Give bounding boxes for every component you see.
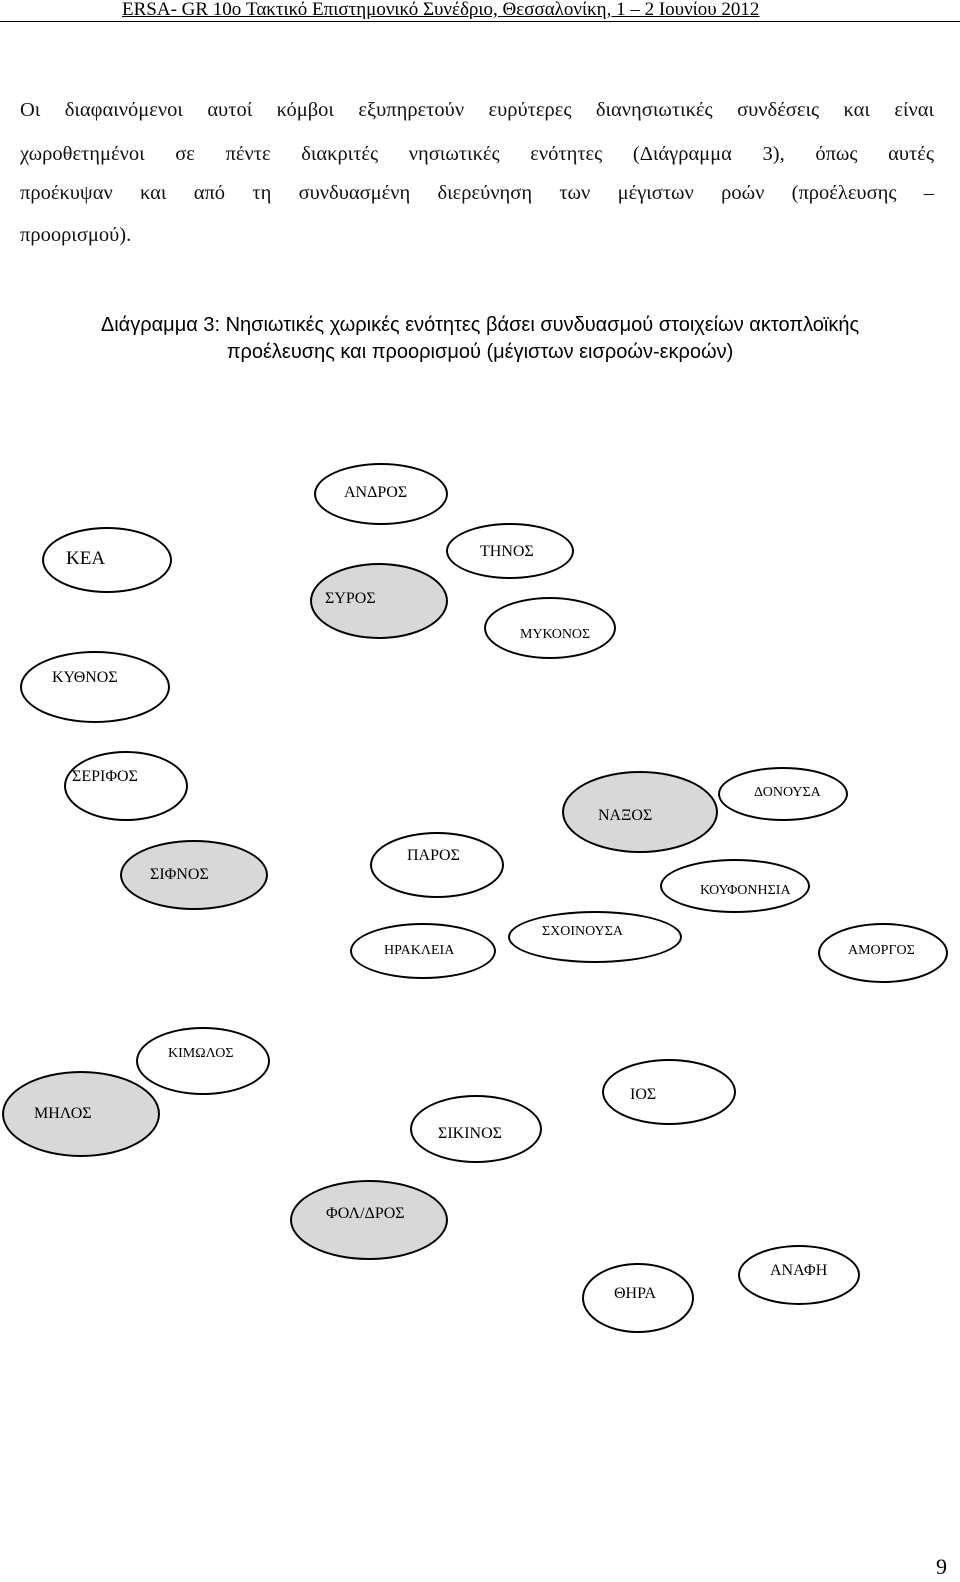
node-label-paros: ΠΑΡΟΣ (407, 847, 460, 864)
node-kythnos (20, 651, 170, 723)
body-text-line-2: χωροθετημένοι σε πέντε διακριτές νησιωτικές ενότητες (Διάγραμμα 3), όπως αυτές (20, 143, 934, 165)
node-kea (42, 527, 172, 593)
node-label-sifnos: ΣΙΦΝΟΣ (150, 866, 209, 883)
running-header (0, 0, 960, 22)
body-text-line-1: Οι διαφαινόμενοι αυτοί κόμβοι εξυπηρετούν ευρύτερες διανησιωτικές συνδέσεις και είναι (20, 99, 934, 121)
node-label-tinos: ΤΗΝΟΣ (480, 543, 534, 560)
body-text-line-3: προέκυψαν και από τη συνδυασμένη διερεύνηση των μέγιστων ροών (προέλευσης – (20, 182, 934, 204)
running-header-title: ERSA- GR 10o Τακτικό Επιστημονικό Συνέδριο, Θεσσαλονίκη, 1 – 2 Ιουνίου 2012 (122, 0, 760, 20)
node-label-milos: ΜΗΛΟΣ (34, 1105, 92, 1122)
node-serifos (64, 751, 188, 821)
page-number: 9 (936, 1554, 947, 1579)
node-label-sikinos: ΣΙΚΙΝΟΣ (438, 1125, 502, 1142)
node-paros (370, 832, 504, 898)
node-label-irakleia: ΗΡΑΚΛΕΙΑ (384, 943, 455, 958)
body-text-line-4: προορισμού). (20, 224, 132, 246)
figure-caption-line-1: Διάγραμμα 3: Νησιωτικές χωρικές ενότητες βάσει συνδυασμού στοιχείων ακτοπλοϊκής (100, 314, 860, 336)
node-label-kea: ΚΕΑ (66, 548, 106, 569)
node-label-amorgos: ΑΜΟΡΓΟΣ (848, 943, 915, 958)
node-label-anafi: ΑΝΑΦΗ (770, 1262, 828, 1279)
node-label-donousa: ΔΟΝΟΥΣΑ (754, 785, 821, 800)
node-label-naxos: ΝΑΞΟΣ (598, 807, 653, 824)
node-label-ios: ΙΟΣ (630, 1086, 657, 1103)
node-ios (602, 1059, 736, 1125)
node-label-schoinousa: ΣΧΟΙΝΟΥΣΑ (542, 924, 623, 939)
figure-caption-line-2: προέλευσης και προορισμού (μέγιστων εισροών-εκροών) (226, 341, 734, 363)
node-label-mykonos: ΜΥΚΟΝΟΣ (520, 627, 591, 642)
node-label-andros: ΑΝΔΡΟΣ (344, 484, 408, 501)
node-label-koufonisia: ΚΟΥΦΟΝΗΣΙΑ (700, 883, 791, 898)
node-label-serifos: ΣΕΡΙΦΟΣ (72, 768, 138, 785)
node-label-thira: ΘΗΡΑ (614, 1285, 657, 1302)
node-label-folegandros: ΦΟΛ/ΔΡΟΣ (326, 1205, 405, 1222)
node-label-syros: ΣΥΡΟΣ (325, 590, 376, 607)
node-label-kimolos: ΚΙΜΩΛΟΣ (168, 1046, 234, 1061)
node-label-kythnos: ΚΥΘΝΟΣ (52, 669, 118, 686)
